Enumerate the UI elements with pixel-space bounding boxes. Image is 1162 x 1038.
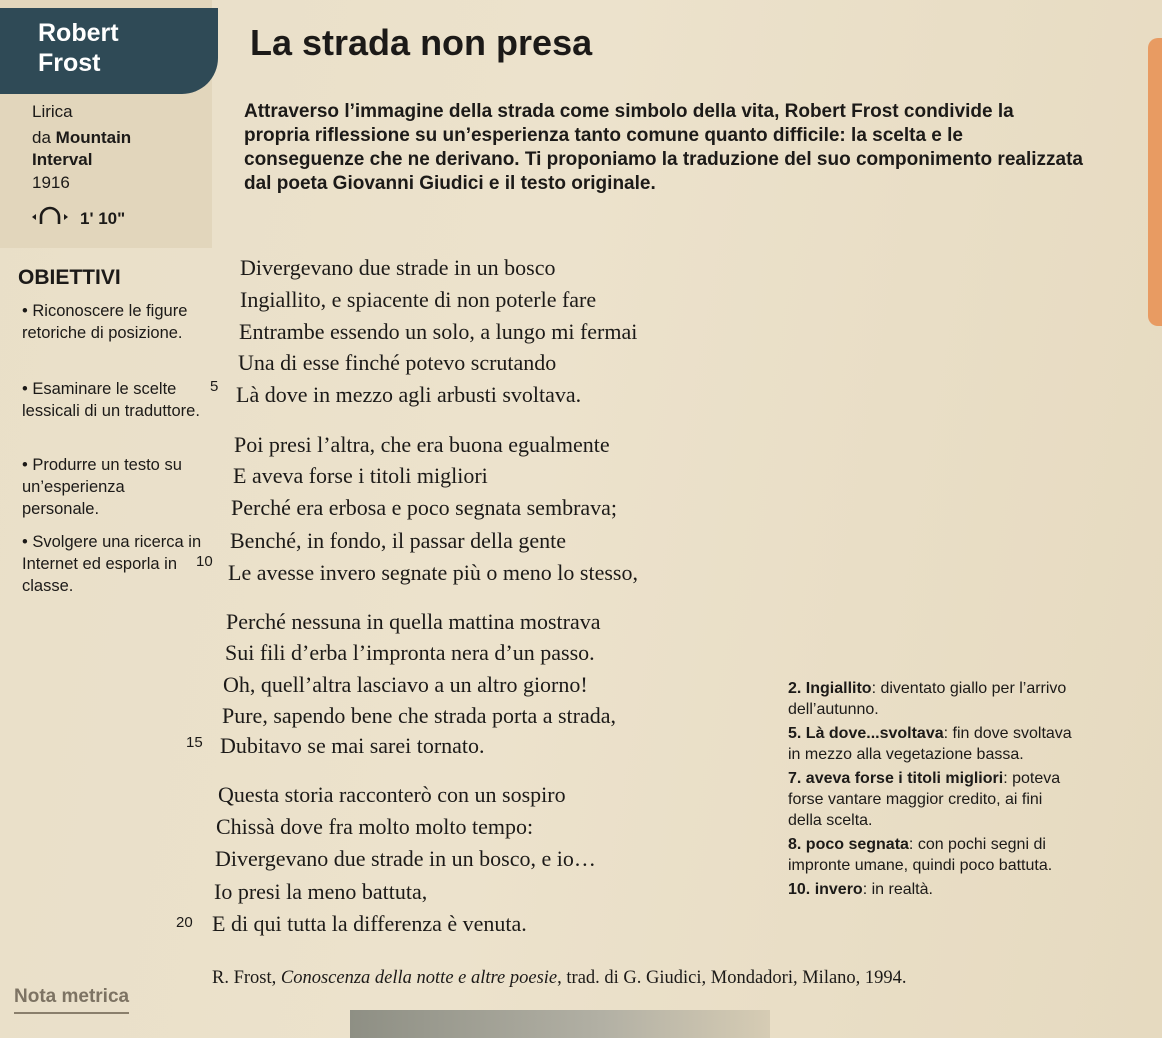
objective-item: • Produrre un testo su un’esperienza personale. [22, 456, 182, 518]
audio-player[interactable] [30, 206, 125, 231]
author-first-name: Robert [38, 19, 119, 47]
intro-text: Attraverso l’immagine della strada come simbolo della vita, Robert Frost condivide la propria riflessione su un’esperienza tanto comune quanto difficile: la scelta e le conseguenze che ne derivano. Ti proponiamo la traduzione del suo componimento realizzata dal poeta Giovanni Giudici e il testo originale. [244, 101, 1083, 194]
line-number: 20 [176, 914, 193, 931]
footnote-text: : con pochi segni di impronte umane, quindi poco battuta. [788, 836, 1053, 874]
footnote [788, 834, 1078, 876]
genre-label: Lirica [32, 102, 73, 121]
year-label: 1916 [32, 173, 70, 192]
footnote-term: 2. Ingiallito [788, 680, 872, 697]
source-line-2 [32, 150, 92, 170]
poem-line: Una di esse finché potevo scrutando [238, 350, 557, 375]
poem-line: E aveva forse i titoli migliori [233, 463, 488, 488]
footnote-text: : in realtà. [862, 881, 933, 898]
page-title: La strada non presa [250, 22, 593, 63]
source-book-title: Conoscenza della notte e altre poesie [280, 968, 558, 988]
poem-line: Oh, quell’altra lasciavo a un altro giorno! [223, 672, 588, 697]
objective-text: Riconoscere le figure retoriche di posizione. [22, 302, 188, 342]
poem-line: Pure, sapendo bene che strada porta a strada, [222, 703, 617, 728]
footnote [788, 678, 1078, 720]
page-edge-tab [1148, 38, 1162, 326]
footnote-term: 5. Là dove...svoltava [788, 725, 944, 742]
objective-item: • Svolgere una ricerca in Internet ed esporla in classe. [22, 533, 202, 595]
author-last-name: Frost [38, 49, 101, 77]
poem-line: Perché nessuna in quella mattina mostrava [226, 609, 601, 634]
footnote [788, 879, 1078, 900]
nota-metrica-heading: Nota metrica [14, 986, 129, 1014]
footnote-term: 7. aveva forse i titoli migliori [788, 770, 1004, 787]
source-author: R. Frost, [212, 968, 281, 988]
author-tab [0, 8, 218, 94]
poem-line: Questa storia racconterò con un sospiro [218, 782, 566, 807]
source-line-1 [32, 128, 131, 148]
footnotes [788, 678, 1078, 903]
line-number: 15 [186, 734, 203, 751]
line-number: 5 [210, 378, 219, 395]
objective-text: Svolgere una ricerca in Internet ed esporla in classe. [22, 533, 202, 595]
bottom-image-strip [350, 1010, 770, 1038]
poem-line: Io presi la meno battuta, [214, 879, 428, 904]
footnote-term: 10. invero [788, 881, 863, 898]
poem-line: Sui fili d’erba l’impronta nera d’un passo. [225, 640, 595, 665]
headphones-icon[interactable] [30, 206, 70, 231]
poem-line: Là dove in mezzo agli arbusti svoltava. [236, 382, 582, 407]
poem-line: Entrambe essendo un solo, a lungo mi fermai [239, 319, 638, 344]
poem-line: Poi presi l’altra, che era buona egualmente [234, 432, 610, 457]
objective-item: • Riconoscere le figure retoriche di posizione. [22, 302, 188, 342]
source-title-2: Interval [32, 150, 93, 169]
line-number: 10 [196, 553, 213, 570]
poem-line: Divergevano due strade in un bosco, e io… [215, 846, 596, 871]
poem-line: Benché, in fondo, il passar della gente [230, 528, 567, 553]
source-citation [212, 968, 907, 989]
objective-item: • Esaminare le scelte lessicali di un traduttore. [22, 380, 200, 420]
objective-text: Esaminare le scelte lessicali di un traduttore. [22, 380, 200, 420]
poem-line: Ingiallito, e spiacente di non poterle fare [240, 287, 597, 312]
objective-text: Produrre un testo su un’esperienza personale. [22, 456, 182, 518]
source-title-1: Mountain [55, 128, 132, 147]
poem-line: Divergevano due strade in un bosco [240, 255, 556, 280]
footnote-text: : diventato giallo per l’arrivo dell’autunno. [788, 680, 1067, 718]
footnote [788, 723, 1078, 765]
footnote-text: : fin dove svoltava in mezzo alla vegetazione bassa. [788, 725, 1072, 763]
footnote-term: 8. poco segnata [788, 836, 909, 853]
source-details: , trad. di G. Giudici, Mondadori, Milano, 1994. [557, 968, 907, 988]
poem-line: Perché era erbosa e poco segnata sembrava; [231, 495, 618, 520]
poem-line: Dubitavo se mai sarei tornato. [220, 733, 485, 758]
source-prefix: da [32, 128, 51, 147]
poem-line: Le avesse invero segnate più o meno lo stesso, [228, 560, 638, 585]
footnote-text: : poteva forse vantare maggior credito, ai fini della scelta. [788, 770, 1061, 829]
footnote [788, 768, 1078, 831]
poem-line: Chissà dove fra molto molto tempo: [216, 814, 534, 839]
audio-duration: 1' 10" [80, 208, 126, 228]
objectives-title: OBIETTIVI [18, 266, 121, 289]
poem-line: E di qui tutta la differenza è venuta. [212, 911, 527, 936]
